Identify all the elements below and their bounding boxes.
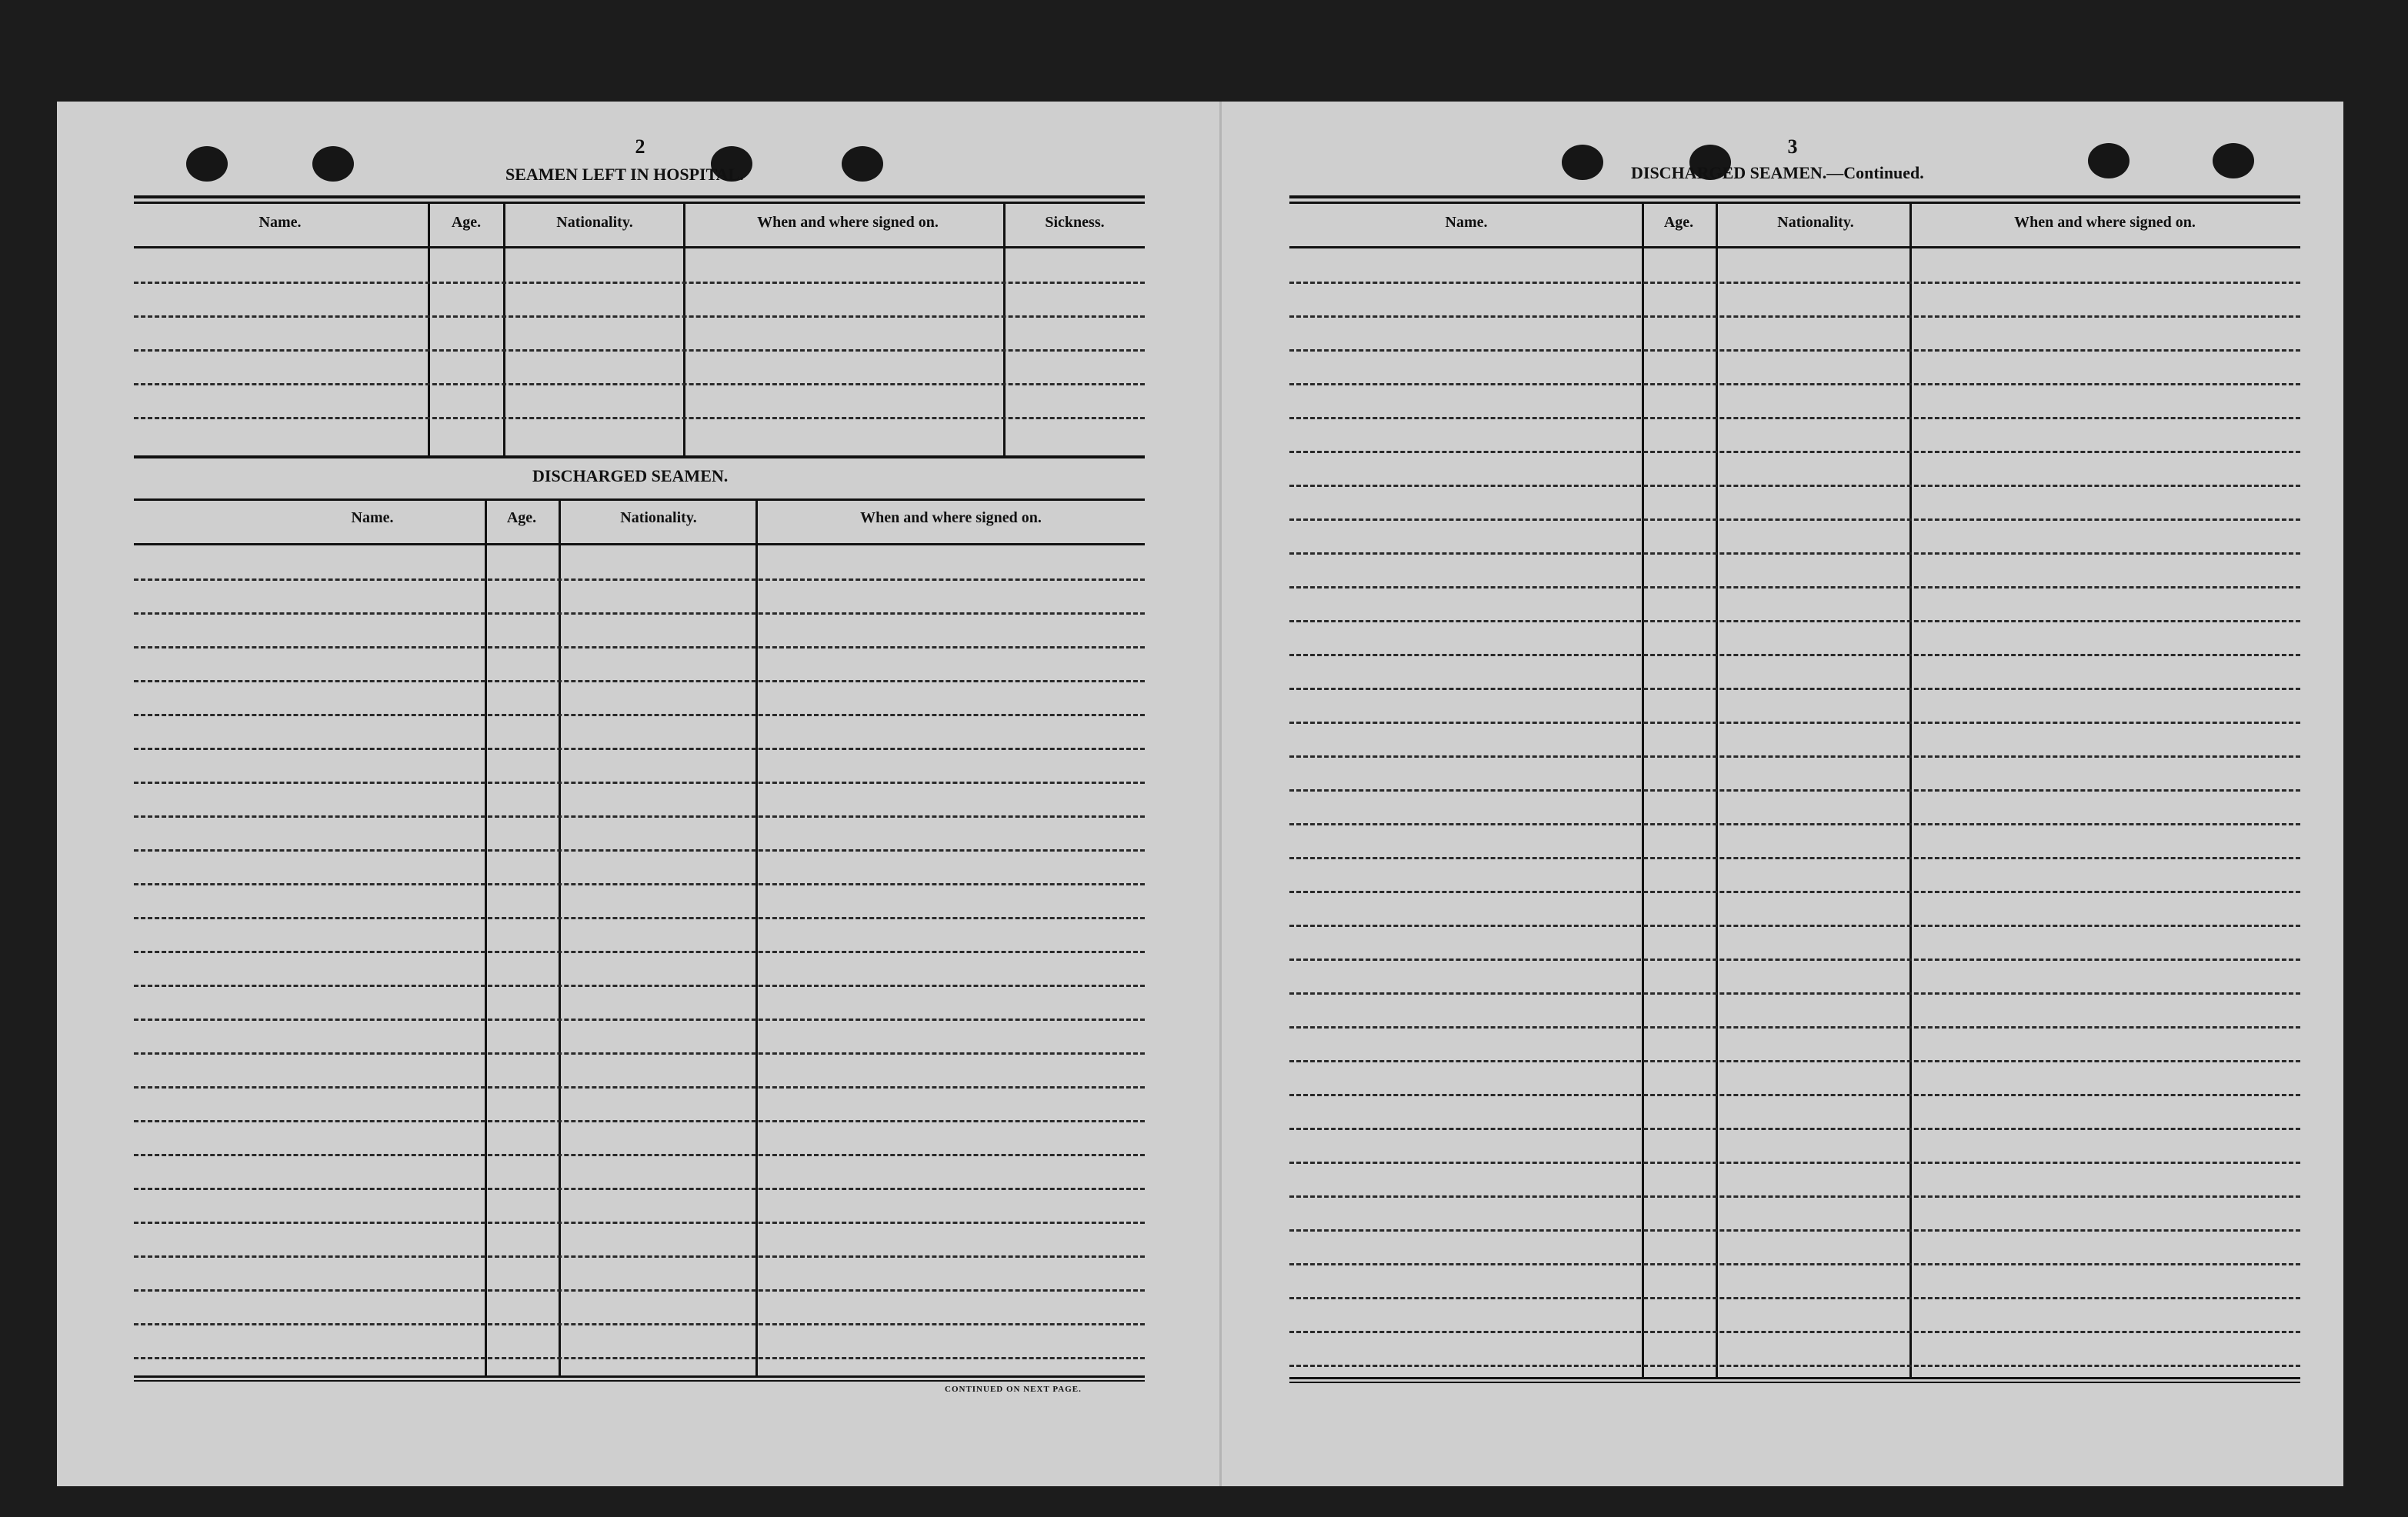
continued-footer: CONTINUED ON NEXT PAGE.: [945, 1385, 1082, 1394]
form-row-line: [1289, 518, 2300, 521]
punch-hole: [842, 146, 883, 182]
form-row-line: [134, 883, 1145, 885]
form-row-line: [1289, 1263, 2300, 1265]
discharged-table: [134, 498, 1145, 1382]
form-row-line: [134, 1255, 1145, 1258]
form-row-line: [1289, 315, 2300, 318]
form-row-line: [1289, 688, 2300, 690]
form-row-line: [1289, 1297, 2300, 1299]
form-row-line: [134, 782, 1145, 784]
col-header-age: Age.: [451, 214, 482, 231]
form-row-line: [1289, 282, 2300, 284]
form-row-line: [134, 1154, 1145, 1156]
form-row-line: [134, 748, 1145, 750]
form-row-line: [134, 1188, 1145, 1190]
form-row-line: [1289, 1229, 2300, 1232]
page-number-right: 3: [1787, 135, 1798, 158]
col-header-name: Name.: [1445, 214, 1488, 231]
form-row-line: [134, 714, 1145, 716]
col-header-name: Name.: [351, 509, 394, 526]
form-row-line: [134, 1289, 1145, 1292]
form-row-line: [1289, 586, 2300, 588]
form-row-line: [1289, 620, 2300, 622]
form-row-line: [1289, 1128, 2300, 1130]
punch-hole: [1562, 145, 1603, 180]
col-header-age: Age.: [1663, 214, 1694, 231]
hospital-section-title: SEAMEN LEFT IN HOSPITAL.: [505, 165, 744, 184]
form-row-line: [134, 985, 1145, 987]
form-row-line: [1289, 722, 2300, 724]
form-row-line: [1289, 1331, 2300, 1333]
form-row-line: [1289, 1162, 2300, 1164]
form-row-line: [134, 383, 1145, 385]
form-row-line: [1289, 451, 2300, 453]
form-row-line: [134, 951, 1145, 953]
col-header-nationality: Nationality.: [1777, 214, 1854, 231]
form-row-line: [134, 1052, 1145, 1055]
col-header-signed-on: When and where signed on.: [757, 214, 939, 231]
form-row-line: [1289, 552, 2300, 555]
col-header-signed-on: When and where signed on.: [860, 509, 1042, 526]
form-row-line: [1289, 1094, 2300, 1096]
punch-hole: [2088, 143, 2130, 178]
punch-hole: [2213, 143, 2254, 178]
form-row-line: [134, 1323, 1145, 1325]
form-row-line: [1289, 654, 2300, 656]
col-header-signed-on: When and where signed on.: [2014, 214, 2196, 231]
form-row-line: [134, 680, 1145, 682]
center-fold: [1219, 102, 1222, 1486]
punch-hole: [312, 146, 354, 182]
form-row-line: [134, 1120, 1145, 1122]
form-row-line: [134, 917, 1145, 919]
form-row-line: [1289, 349, 2300, 352]
form-row-line: [1289, 1060, 2300, 1062]
form-row-line: [1289, 891, 2300, 893]
col-header-nationality: Nationality.: [556, 214, 633, 231]
form-row-line: [134, 578, 1145, 581]
form-row-line: [1289, 755, 2300, 758]
form-row-line: [134, 349, 1145, 352]
form-row-line: [134, 1086, 1145, 1089]
col-header-nationality: Nationality.: [620, 509, 697, 526]
form-row-line: [1289, 823, 2300, 825]
form-row-line: [1289, 925, 2300, 927]
punch-hole: [186, 146, 228, 182]
form-row-line: [1289, 383, 2300, 385]
form-row-line: [1289, 1195, 2300, 1198]
form-row-line: [134, 815, 1145, 818]
page-number-left: 2: [635, 135, 645, 158]
form-row-line: [1289, 1365, 2300, 1367]
hospital-table: [134, 195, 1145, 457]
form-row-line: [134, 646, 1145, 648]
form-row-line: [134, 282, 1145, 284]
col-header-age: Age.: [506, 509, 537, 526]
form-row-line: [134, 315, 1145, 318]
form-row-line: [134, 849, 1145, 852]
form-row-line: [134, 1357, 1145, 1359]
form-row-line: [1289, 789, 2300, 792]
discharged-continued-title: DISCHARGED SEAMEN.—Continued.: [1631, 163, 1924, 182]
col-header-name: Name.: [258, 214, 302, 231]
form-row-line: [134, 612, 1145, 615]
col-header-sickness: Sickness.: [1045, 214, 1105, 231]
form-row-line: [1289, 857, 2300, 859]
form-row-line: [1289, 959, 2300, 961]
form-row-line: [134, 417, 1145, 419]
form-row-line: [1289, 417, 2300, 419]
form-row-line: [134, 1019, 1145, 1021]
discharged-continued-table: [1289, 195, 2300, 1382]
discharged-section-title: DISCHARGED SEAMEN.: [532, 466, 729, 485]
form-row-line: [1289, 485, 2300, 487]
form-row-line: [134, 1222, 1145, 1224]
form-row-line: [1289, 1026, 2300, 1029]
form-row-line: [1289, 992, 2300, 995]
